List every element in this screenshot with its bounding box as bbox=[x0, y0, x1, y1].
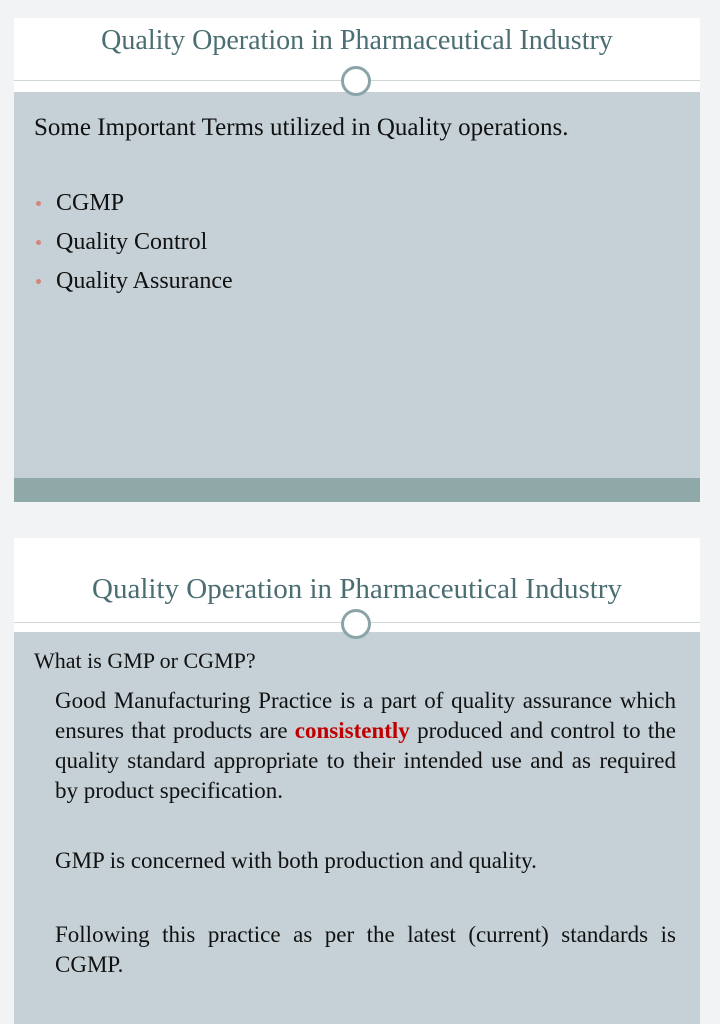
bullet-dot-icon bbox=[36, 279, 41, 284]
slide-title: Quality Operation in Pharmaceutical Industry bbox=[14, 18, 700, 81]
bullet-label: Quality Control bbox=[56, 229, 208, 255]
bullet-label: Quality Assurance bbox=[56, 268, 233, 294]
definition-text: Good Manufacturing Practice is a part of quality assurance which ensures that products are bbox=[55, 688, 676, 743]
bullet-label: CGMP bbox=[56, 190, 125, 216]
slide-footer-bar bbox=[14, 478, 700, 502]
definition-paragraph bbox=[55, 686, 676, 806]
list-item bbox=[36, 262, 233, 301]
bullet-dot-icon bbox=[36, 201, 41, 206]
concern-paragraph: GMP is concerned with both production and quality. bbox=[55, 848, 537, 873]
circle-divider-icon bbox=[341, 609, 371, 639]
bullet-list bbox=[36, 184, 233, 301]
list-item bbox=[36, 184, 233, 223]
list-item bbox=[36, 223, 233, 262]
circle-divider-icon bbox=[341, 66, 371, 96]
definition-text: produced and control to the quality standard appropriate to their intended use and as required by product specification. bbox=[55, 718, 677, 803]
emphasis-word: consistently bbox=[294, 718, 410, 743]
following-paragraph: Following this practice as per the latest (current) standards is CGMP. bbox=[55, 922, 676, 977]
bullet-dot-icon bbox=[36, 240, 41, 245]
lead-text: Some Important Terms utilized in Quality operations. bbox=[34, 114, 569, 141]
slide-title: Quality Operation in Pharmaceutical Industry bbox=[14, 538, 700, 623]
question-heading: What is GMP or CGMP? bbox=[34, 648, 256, 673]
slide-1 bbox=[14, 18, 700, 502]
slide-2 bbox=[14, 538, 700, 1024]
slide-body bbox=[14, 632, 700, 1024]
slide-body bbox=[14, 92, 700, 478]
